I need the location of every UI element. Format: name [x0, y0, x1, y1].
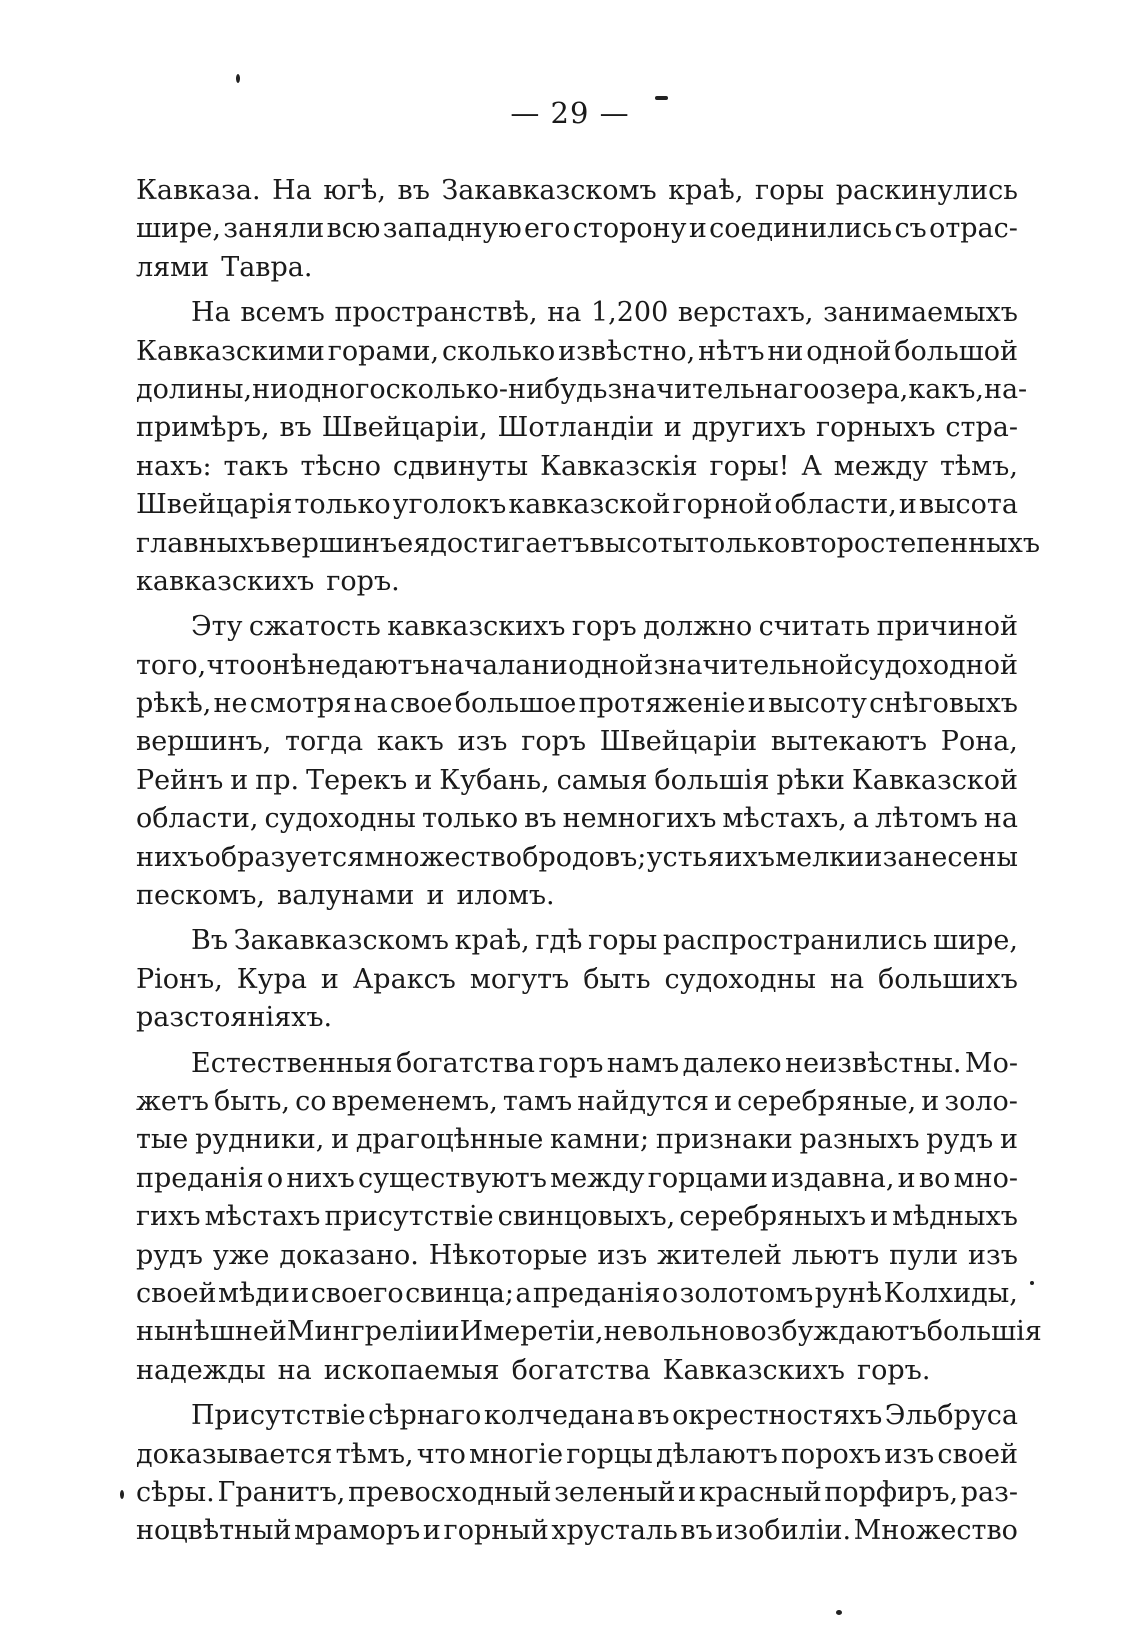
scan-speck: [655, 96, 668, 100]
text-line: нахъ: такъ тѣсно сдвинуты Кавказскія горы! А между тѣмъ,: [136, 450, 1018, 482]
text-line: тые рудники, и драгоцѣнные камни; признаки разныхъ рудъ и: [136, 1124, 1018, 1156]
paragraph: [136, 1045, 1042, 1391]
text-line: разстояніяхъ.: [136, 1002, 333, 1034]
text-line: Ріонъ, Кура и Араксъ могутъ быть судоходны на большихъ: [136, 963, 1018, 995]
text-line: гихъ мѣстахъ присутствіе свинцовыхъ, серебряныхъ и мѣдныхъ: [136, 1201, 1018, 1233]
text-line: кавказскихъ горъ.: [136, 565, 400, 597]
text-line: долины, ни одного сколько-нибудь значительнаго озера, какъ, на-: [136, 373, 1028, 405]
text-line: пескомъ, валунами и иломъ.: [136, 880, 555, 912]
text-line: Присутствіе сѣрнаго колчедана въ окрестностяхъ Эльбруса: [191, 1400, 1018, 1432]
text-line: надежды на ископаемыя богатства Кавказскихъ горъ.: [136, 1354, 931, 1386]
page-number: — 29 —: [510, 96, 630, 130]
text-line: Кавказскими горами, сколько извѣстно, нѣтъ ни одной большой: [136, 335, 1018, 367]
text-line: примѣръ, въ Швейцаріи, Шотландіи и другихъ горныхъ стра-: [136, 412, 1018, 444]
body-text: [136, 172, 1042, 1551]
scan-speck: [120, 1490, 124, 1499]
text-line: На всемъ пространствѣ, на 1,200 верстахъ, занимаемыхъ: [191, 297, 1018, 329]
text-line: Естественныя богатства горъ намъ далеко неизвѣстны. Мо-: [191, 1047, 1018, 1079]
text-line: вершинъ, тогда какъ изъ горъ Швейцаріи вытекаютъ Рона,: [136, 726, 1018, 758]
text-line: области, судоходны только въ немногихъ мѣстахъ, а лѣтомъ на: [136, 803, 1018, 835]
text-line: рѣкѣ, не смотря на свое большое протяженіе и высоту снѣговыхъ: [136, 688, 1018, 720]
paragraph: [136, 172, 1018, 287]
text-line: доказывается тѣмъ, что многіе горцы дѣлаютъ порохъ изъ своей: [136, 1438, 1018, 1470]
scan-speck: [836, 1610, 842, 1615]
text-line: жетъ быть, со временемъ, тамъ найдутся и серебряные, и золо-: [136, 1085, 1018, 1117]
paragraph: [136, 608, 1018, 915]
text-line: сѣры. Гранитъ, превосходный зеленый и красный порфиръ, раз-: [136, 1476, 1018, 1508]
paragraph: [136, 294, 1041, 601]
scan-speck: [236, 74, 240, 83]
text-line: ноцвѣтный мраморъ и горный хрусталь въ изобиліи. Множество: [136, 1515, 1018, 1547]
text-line: Эту сжатость кавказскихъ горъ должно считать причиной: [191, 611, 1018, 643]
text-line: Швейцарія только уголокъ кавказской горной области, и высота: [136, 489, 1018, 521]
text-line: Въ Закавказскомъ краѣ, гдѣ горы распространились шире,: [191, 925, 1018, 957]
text-line: главныхъ вершинъ ея достигаетъ высоты только второстепенныхъ: [136, 527, 1041, 559]
text-line: Рейнъ и пр. Терекъ и Кубань, самыя большія рѣки Кавказской: [136, 764, 1018, 796]
text-line: своей мѣди и своего свинца; а преданія о золотомъ рунѣ Колхиды,: [136, 1277, 1018, 1309]
text-line: Кавказа. На югѣ, въ Закавказскомъ краѣ, горы раскинулись: [136, 175, 1018, 206]
text-line: преданія о нихъ существуютъ между горцами издавна, и во мно-: [136, 1162, 1018, 1194]
scan-speck: [1030, 1281, 1034, 1285]
text-line: того, что онѣ не даютъ начала ни одной значительной судоходной: [136, 649, 1018, 681]
text-line: лями Тавра.: [136, 251, 313, 283]
text-line: нихъ образуется множество бродовъ; устья ихъ мелки и занесены: [136, 841, 1018, 873]
text-line: нынѣшней Мингреліи и Имеретіи, невольно возбуждаютъ большія: [136, 1316, 1042, 1348]
paragraph: [136, 1397, 1018, 1551]
text-line: шире, заняли всю западную его сторону и соединились съ отрас-: [136, 213, 1018, 245]
paragraph: [136, 922, 1018, 1037]
text-line: рудъ уже доказано. Нѣкоторые изъ жителей льютъ пули изъ: [136, 1239, 1018, 1271]
